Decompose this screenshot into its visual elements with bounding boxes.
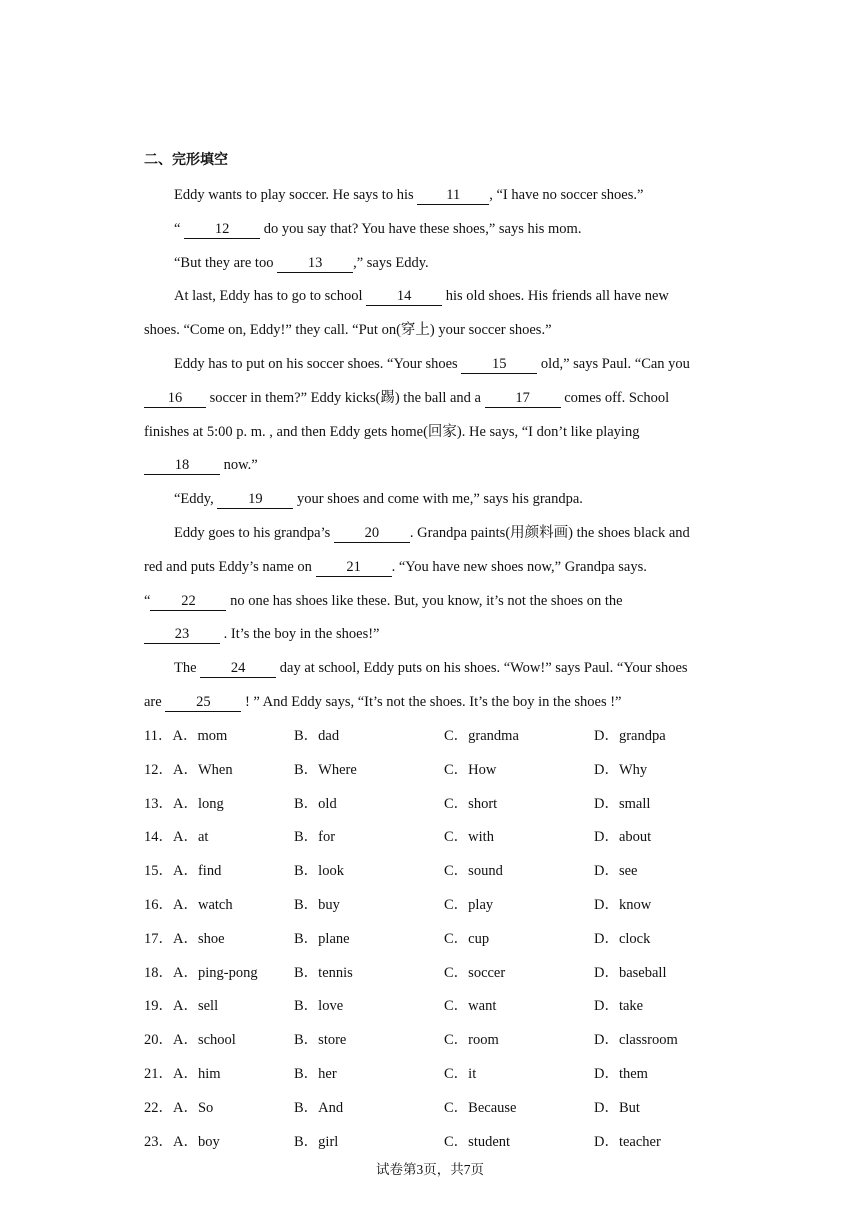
question-row: [144, 859, 744, 893]
passage-text: The: [174, 660, 201, 677]
passage-line: [144, 656, 724, 690]
option-text: A．mom: [172, 728, 228, 744]
passage-text: do you say that? You have these shoes,” says his mom.: [260, 220, 582, 237]
passage-line: [144, 284, 724, 318]
passage-text: . Grandpa paints(用颜料画) the shoes black and: [409, 524, 690, 541]
passage-line: [144, 453, 724, 487]
option-a[interactable]: [144, 893, 233, 917]
blank-25: 25: [165, 694, 241, 712]
passage-text: are: [144, 693, 166, 710]
option-c[interactable]: C．play: [444, 896, 494, 913]
passage-text: now.”: [220, 457, 258, 474]
passage-text: “: [144, 592, 151, 609]
question-row: [144, 1028, 744, 1062]
cloze-passage: [144, 183, 724, 724]
passage-line: [144, 589, 724, 623]
passage-line: [144, 487, 724, 521]
passage-text: . “You have new shoes now,” Grandpa says.: [391, 558, 647, 575]
passage-text: no one has shoes like these. But, you know, it’s not the shoes on the: [226, 592, 623, 609]
passage-text: “But they are too: [174, 254, 278, 271]
option-d[interactable]: D．classroom: [594, 1032, 678, 1049]
question-number: 13．: [144, 795, 173, 812]
blank-19: 19: [217, 491, 293, 509]
page-footer: 试卷第3页，共7页: [376, 1162, 484, 1177]
section-title: 二、完形填空: [144, 152, 228, 168]
option-text: A．shoe: [173, 930, 225, 947]
blank-12: 12: [184, 221, 260, 239]
option-text: A．at: [173, 829, 209, 846]
option-d[interactable]: D．teacher: [594, 1133, 661, 1150]
question-number: 23．: [144, 1133, 173, 1150]
passage-text: “: [174, 220, 185, 237]
question-number: 20．: [144, 1032, 173, 1049]
question-row: [144, 961, 744, 995]
question-number: 11．: [144, 728, 173, 744]
option-a[interactable]: [144, 1130, 220, 1154]
question-row: [144, 724, 744, 758]
blank-23: 23: [144, 626, 220, 644]
option-a[interactable]: [144, 1028, 236, 1052]
passage-line: [144, 420, 724, 454]
passage-line: [144, 622, 724, 656]
option-text: A．him: [173, 1065, 221, 1082]
option-a[interactable]: [144, 859, 221, 883]
blank-24: 24: [200, 660, 276, 678]
option-text: A．school: [173, 1032, 236, 1049]
option-d[interactable]: D．But: [594, 1099, 640, 1116]
passage-line: [144, 386, 724, 420]
question-row: [144, 927, 744, 961]
option-b[interactable]: B．tennis: [294, 964, 353, 981]
passage-text: , “I have no soccer shoes.”: [489, 187, 644, 203]
option-c[interactable]: C．room: [444, 1032, 499, 1049]
question-number: 16．: [144, 896, 173, 913]
option-a[interactable]: [144, 927, 225, 951]
passage-text: Eddy has to put on his soccer shoes. “Your shoes: [174, 355, 462, 372]
question-number: 19．: [144, 998, 173, 1015]
option-a[interactable]: [144, 961, 258, 985]
option-c[interactable]: C．sound: [444, 863, 503, 880]
blank-18: 18: [144, 457, 220, 475]
blank-11: 11: [417, 187, 489, 205]
option-text: A．So: [173, 1099, 214, 1116]
option-d[interactable]: D．grandpa: [594, 728, 666, 744]
option-text: A．sell: [173, 998, 219, 1015]
question-number: 21．: [144, 1065, 173, 1082]
passage-text: At last, Eddy has to go to school: [174, 288, 367, 305]
passage-line: [144, 521, 724, 555]
passage-text: your shoes and come with me,” says his grandpa.: [293, 491, 583, 508]
option-c[interactable]: C．it: [444, 1065, 477, 1082]
blank-13: 13: [277, 255, 353, 273]
blank-21: 21: [316, 559, 392, 577]
passage-text: soccer in them?” Eddy kicks(踢) the ball and a: [206, 389, 485, 406]
passage-line: [144, 318, 724, 352]
question-number: 15．: [144, 863, 173, 880]
question-row: [144, 1096, 744, 1130]
option-b[interactable]: B．her: [294, 1065, 337, 1082]
option-c[interactable]: C．How: [444, 761, 497, 778]
question-row: [144, 792, 744, 826]
question-number: 14．: [144, 829, 173, 846]
option-d[interactable]: D．clock: [594, 930, 651, 947]
passage-line: [144, 251, 724, 285]
passage-line: [144, 183, 724, 217]
passage-line: [144, 217, 724, 251]
blank-17: 17: [485, 390, 561, 408]
option-b[interactable]: B．girl: [294, 1133, 339, 1150]
option-text: A．ping-pong: [173, 964, 258, 981]
option-c[interactable]: C．grandma: [444, 728, 519, 744]
option-b[interactable]: B．plane: [294, 930, 350, 947]
blank-16: 16: [144, 390, 206, 408]
question-row: [144, 994, 744, 1028]
option-d[interactable]: D．about: [594, 829, 652, 846]
option-b[interactable]: B．look: [294, 863, 344, 880]
option-b[interactable]: B．buy: [294, 896, 340, 913]
passage-text: day at school, Eddy puts on his shoes. “Wow!” says Paul. “Your shoes: [276, 660, 688, 677]
option-c[interactable]: C．with: [444, 829, 494, 846]
option-text: A．boy: [173, 1133, 220, 1150]
option-a[interactable]: [144, 825, 208, 849]
option-a[interactable]: [144, 994, 218, 1018]
blank-22: 22: [150, 593, 226, 611]
question-number: 18．: [144, 964, 173, 981]
passage-text: finishes at 5:00 p. m. , and then Eddy gets home(回家). He says, “I don’t like playing: [144, 423, 640, 440]
option-c[interactable]: C．student: [444, 1133, 511, 1150]
option-d[interactable]: D．take: [594, 998, 644, 1015]
blank-15: 15: [461, 356, 537, 374]
question-number: 17．: [144, 930, 173, 947]
option-d[interactable]: D．Why: [594, 761, 648, 778]
passage-text: old,” says Paul. “Can you: [537, 355, 690, 372]
passage-line: [144, 555, 724, 589]
option-a[interactable]: [144, 758, 233, 782]
option-d[interactable]: D．small: [594, 795, 651, 812]
option-c[interactable]: C．short: [444, 795, 498, 812]
option-c[interactable]: C．Because: [444, 1099, 517, 1116]
option-c[interactable]: C．soccer: [444, 964, 506, 981]
option-b[interactable]: B．And: [294, 1099, 344, 1116]
passage-text: ! ” And Eddy says, “It’s not the shoes. It’s the boy in the shoes !”: [241, 693, 622, 710]
passage-line: [144, 690, 724, 724]
passage-text: “Eddy,: [174, 491, 218, 508]
question-row: [144, 1130, 744, 1164]
option-a[interactable]: [144, 792, 224, 816]
option-b[interactable]: B．dad: [294, 728, 340, 744]
option-text: A．watch: [173, 896, 233, 913]
option-b[interactable]: B．for: [294, 829, 336, 846]
option-d[interactable]: D．know: [594, 896, 652, 913]
question-number: 12．: [144, 761, 173, 778]
option-b[interactable]: B．old: [294, 795, 337, 812]
passage-text: shoes. “Come on, Eddy!” they call. “Put on(穿上) your soccer shoes.”: [144, 322, 552, 339]
option-a[interactable]: [144, 1096, 213, 1120]
option-c[interactable]: C．cup: [444, 930, 490, 947]
option-d[interactable]: D．them: [594, 1065, 648, 1082]
blank-20: 20: [334, 525, 410, 543]
option-text: A．find: [173, 863, 222, 880]
option-b[interactable]: B．store: [294, 1032, 347, 1049]
passage-line: [144, 352, 724, 386]
option-a[interactable]: [144, 1062, 221, 1086]
option-c[interactable]: C．want: [444, 998, 497, 1015]
option-d[interactable]: D．baseball: [594, 964, 667, 981]
question-row: [144, 825, 744, 859]
question-row: [144, 893, 744, 927]
passage-text: red and puts Eddy’s name on: [144, 558, 316, 575]
option-a[interactable]: [144, 724, 227, 748]
blank-14: 14: [366, 288, 442, 306]
passage-text: his old shoes. His friends all have new: [442, 288, 669, 305]
question-number: 22．: [144, 1099, 173, 1116]
option-d[interactable]: D．see: [594, 863, 638, 880]
question-row: [144, 758, 744, 792]
option-b[interactable]: B．Where: [294, 761, 357, 778]
passage-text: comes off. School: [560, 389, 670, 406]
passage-text: . It’s the boy in the shoes!”: [220, 626, 380, 643]
option-b[interactable]: B．love: [294, 998, 344, 1015]
passage-text: ,” says Eddy.: [353, 254, 429, 271]
question-row: [144, 1062, 744, 1096]
passage-text: Eddy goes to his grandpa’s: [174, 524, 334, 541]
passage-text: Eddy wants to play soccer. He says to his: [174, 187, 418, 203]
question-options-list: [144, 724, 744, 1163]
option-text: A．long: [173, 795, 224, 812]
option-text: A．When: [173, 761, 233, 778]
